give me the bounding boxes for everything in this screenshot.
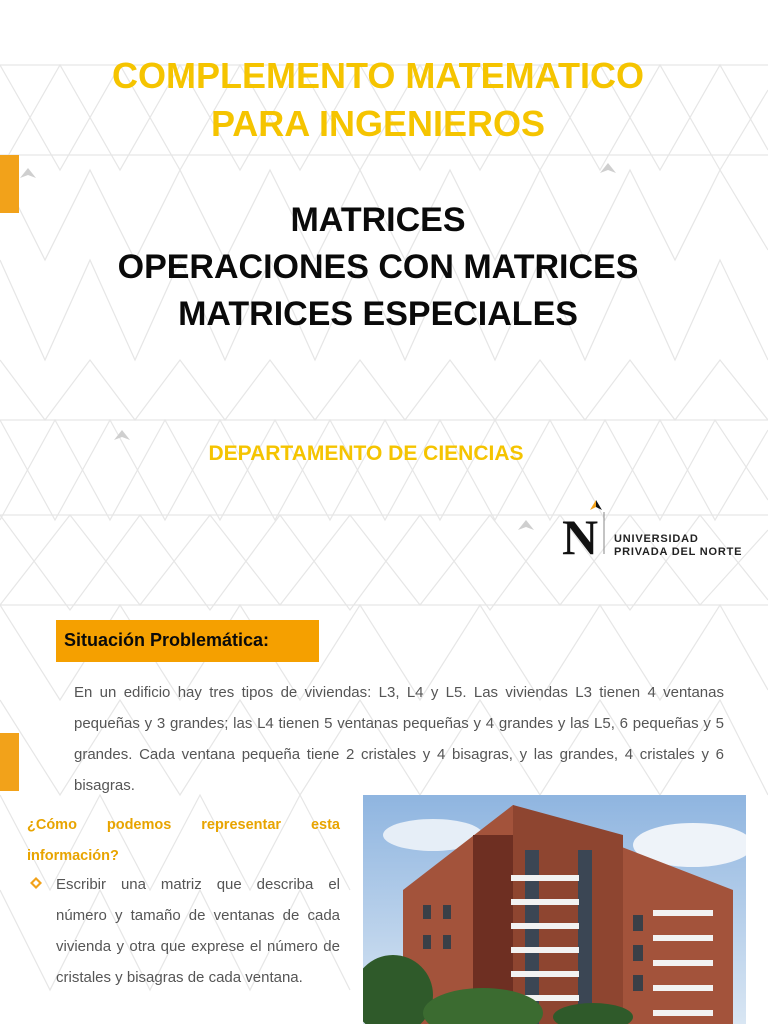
bullet-item bbox=[30, 869, 340, 993]
problem-statement: En un edificio hay tres tipos de viviendas: L3, L4 y L5. Las viviendas L3 tienen 4 ventanas pequeñas y 3 grandes; las L4 tienen 5 ventanas pequeñas y 4 grandes y las L5, 6 pequeñas y 5 grandes. Cada ventana pequeña tiene 2 cristales y 4 bisagras, y las grandes, 4 cristales y 6 bisagras. bbox=[74, 684, 724, 794]
situation-heading: Situación Problemática: bbox=[56, 620, 319, 662]
accent-bar-bottom bbox=[0, 733, 19, 791]
logo-mark: N bbox=[562, 509, 599, 558]
university-name-line1: UNIVERSIDAD bbox=[614, 533, 699, 545]
course-title bbox=[0, 52, 756, 148]
topic-line3: MATRICES ESPECIALES bbox=[178, 295, 578, 333]
course-title-line1: COMPLEMENTO MATEMATICO bbox=[112, 55, 644, 96]
building-photo bbox=[363, 795, 746, 1024]
topic-line1: MATRICES bbox=[290, 201, 466, 239]
university-name-line2: PRIVADA DEL NORTE bbox=[614, 546, 743, 558]
bullet-text: Escribir una matriz que describa el número y tamaño de ventanas de cada vivienda y otra que exprese el número de cristales y bisagras de cada ventana. bbox=[56, 876, 340, 986]
course-title-line2: PARA INGENIEROS bbox=[210, 103, 546, 144]
topic-line2: OPERACIONES CON MATRICES bbox=[117, 248, 639, 286]
diamond-bullet-icon bbox=[30, 877, 42, 889]
topic-titles bbox=[0, 197, 756, 338]
department-label: DEPARTAMENTO DE CIENCIAS bbox=[208, 442, 524, 465]
guiding-question: ¿Cómo podemos representar esta información? bbox=[27, 817, 340, 864]
university-name bbox=[614, 533, 742, 559]
